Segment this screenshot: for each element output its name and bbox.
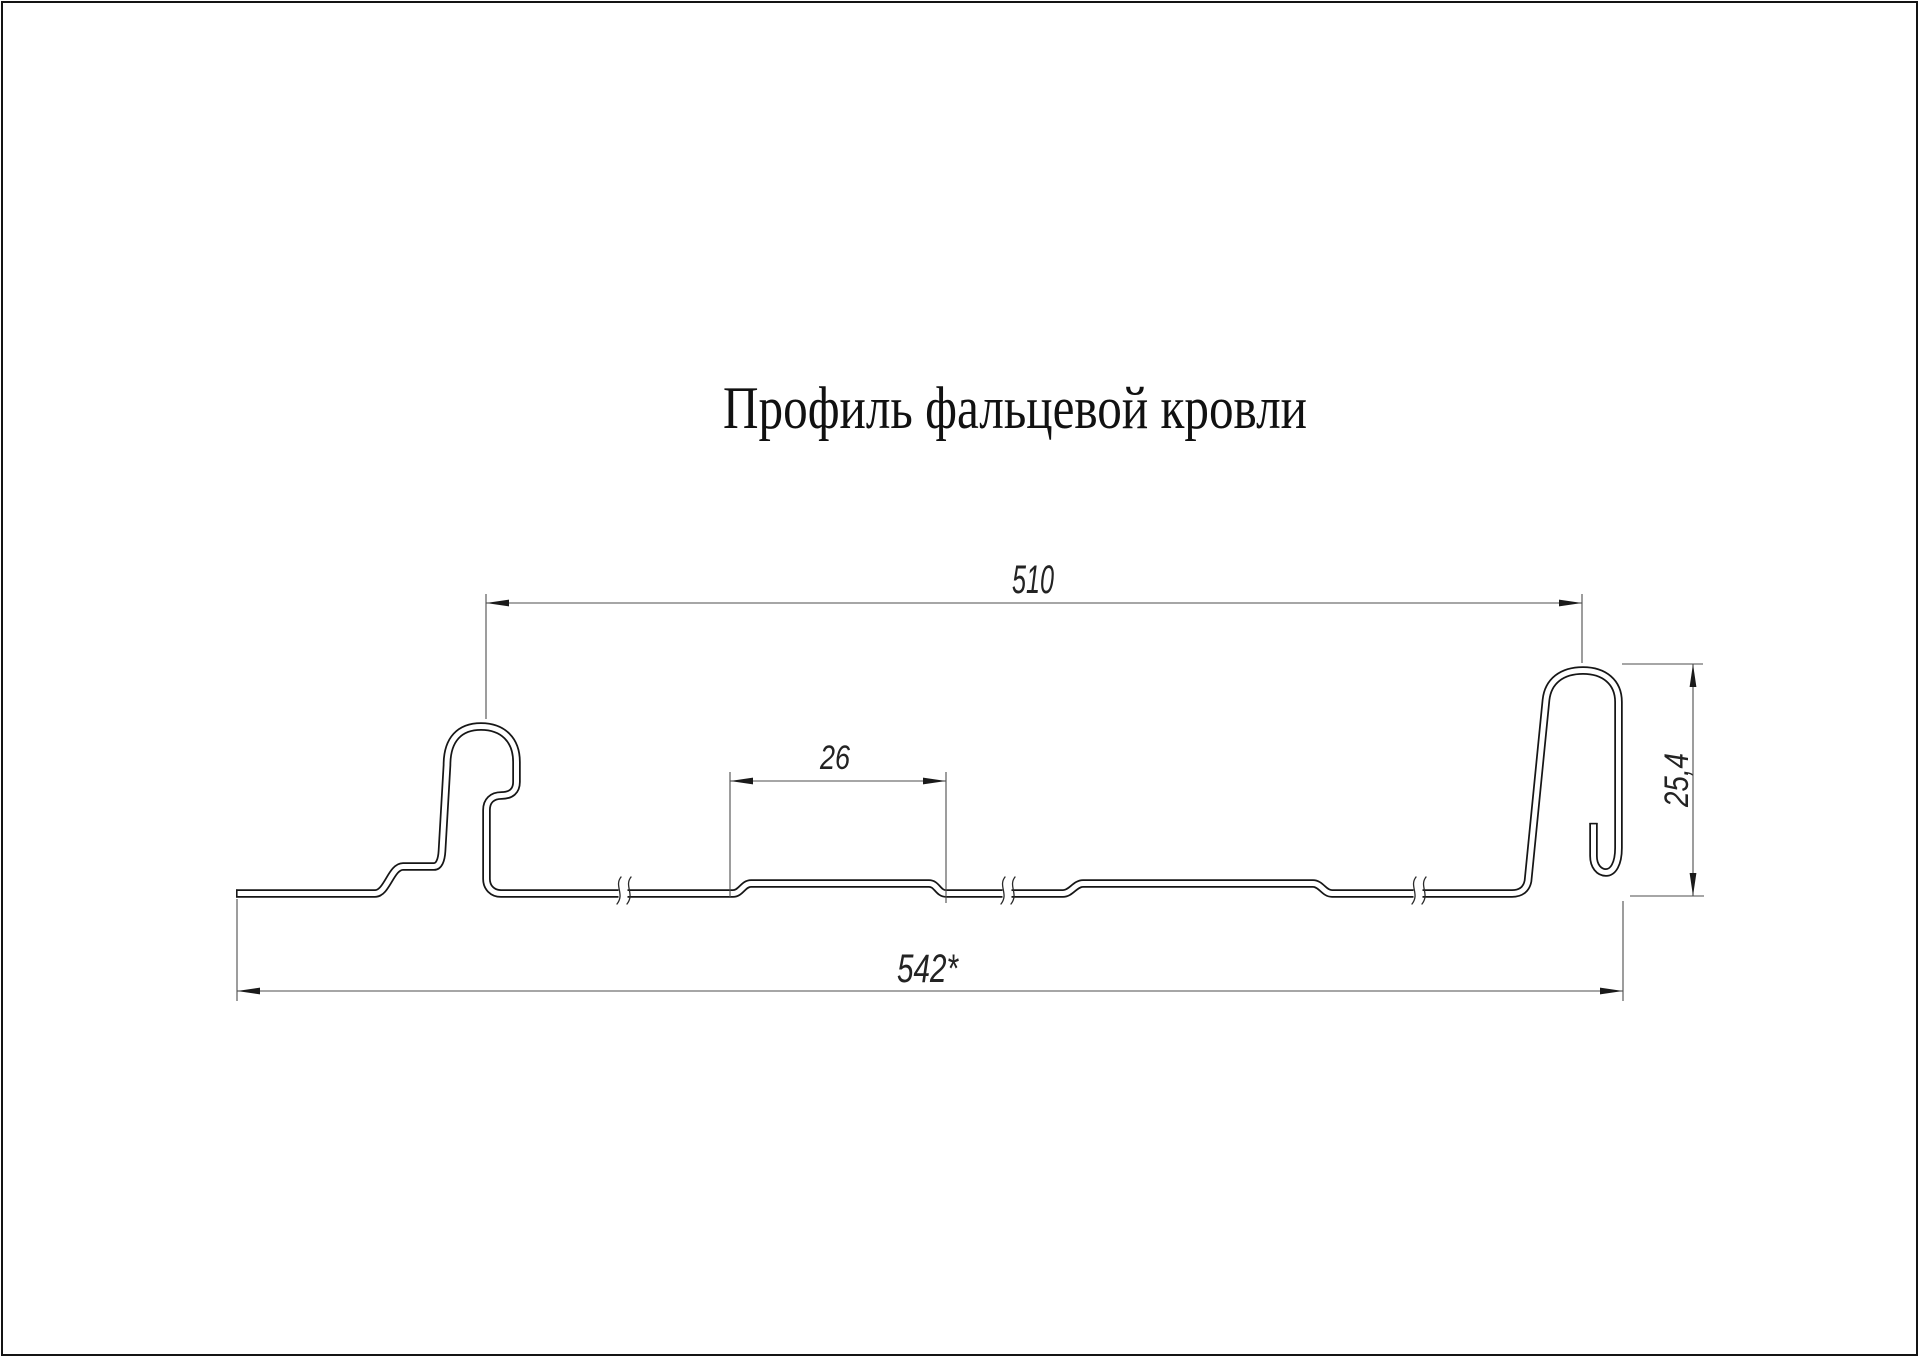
dimension-label-26: 26 <box>819 739 851 777</box>
dimension-label-510: 510 <box>1012 558 1054 602</box>
dimension-510 <box>486 558 1582 719</box>
dimension-26 <box>730 739 946 903</box>
arrow-up <box>1690 664 1697 687</box>
arrow-right <box>923 778 946 785</box>
arrow-left <box>486 600 509 607</box>
dimension-542 <box>237 899 1623 1001</box>
dimension-label-542: 542* <box>897 947 960 991</box>
break-symbol <box>617 877 631 904</box>
arrow-right <box>1600 988 1623 995</box>
page-title: Профиль фальцевой кровли <box>723 375 1307 441</box>
page-border <box>2 2 1917 1355</box>
break-symbol <box>1001 877 1015 904</box>
arrow-down <box>1690 873 1697 896</box>
break-symbol <box>1412 877 1426 904</box>
dimension-label-25-4: 25,4 <box>1658 740 1696 807</box>
arrow-right <box>1559 600 1582 607</box>
roof-profile-outline <box>236 671 1619 898</box>
arrow-left <box>730 778 753 785</box>
arrow-left <box>237 988 260 995</box>
dimension-25-4 <box>1622 664 1704 896</box>
